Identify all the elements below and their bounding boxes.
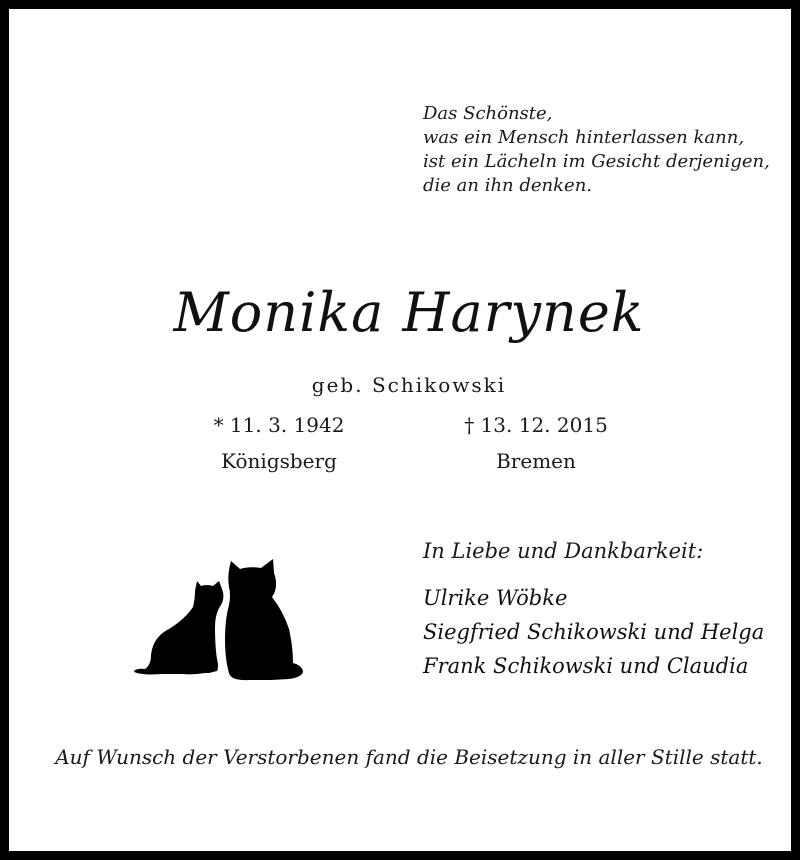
- quote-line: Das Schönste,: [423, 103, 553, 124]
- mourners-heading: In Liebe und Dankbarkeit:: [423, 539, 704, 563]
- quote-line: ist ein Lächeln im Gesicht derjenigen,: [423, 151, 770, 172]
- memorial-quote: [423, 102, 783, 198]
- death-date: † 13. 12. 2015: [464, 413, 608, 437]
- large-cat-silhouette: [225, 559, 303, 680]
- mourner-name: Ulrike Wöbke: [423, 586, 568, 610]
- mourner-name: Siegfried Schikowski und Helga: [423, 620, 765, 644]
- deceased-name: Monika Harynek: [173, 281, 645, 344]
- quote-line: was ein Mensch hinterlassen kann,: [423, 127, 745, 148]
- two-cats-silhouette-icon: [131, 555, 307, 685]
- maiden-name: geb. Schikowski: [311, 373, 507, 397]
- closing-note: Auf Wunsch der Verstorbenen fand die Beisetzung in aller Stille statt.: [55, 745, 763, 769]
- death-place: Bremen: [496, 449, 576, 473]
- mourner-name: Frank Schikowski und Claudia: [423, 654, 749, 678]
- death-info: [426, 407, 646, 479]
- birth-info: [169, 407, 389, 479]
- mourners-list: [423, 581, 764, 683]
- birth-place: Königsberg: [221, 449, 337, 473]
- birth-date: * 11. 3. 1942: [213, 413, 345, 437]
- quote-line: die an ihn denken.: [423, 175, 593, 196]
- small-cat-silhouette: [134, 581, 223, 675]
